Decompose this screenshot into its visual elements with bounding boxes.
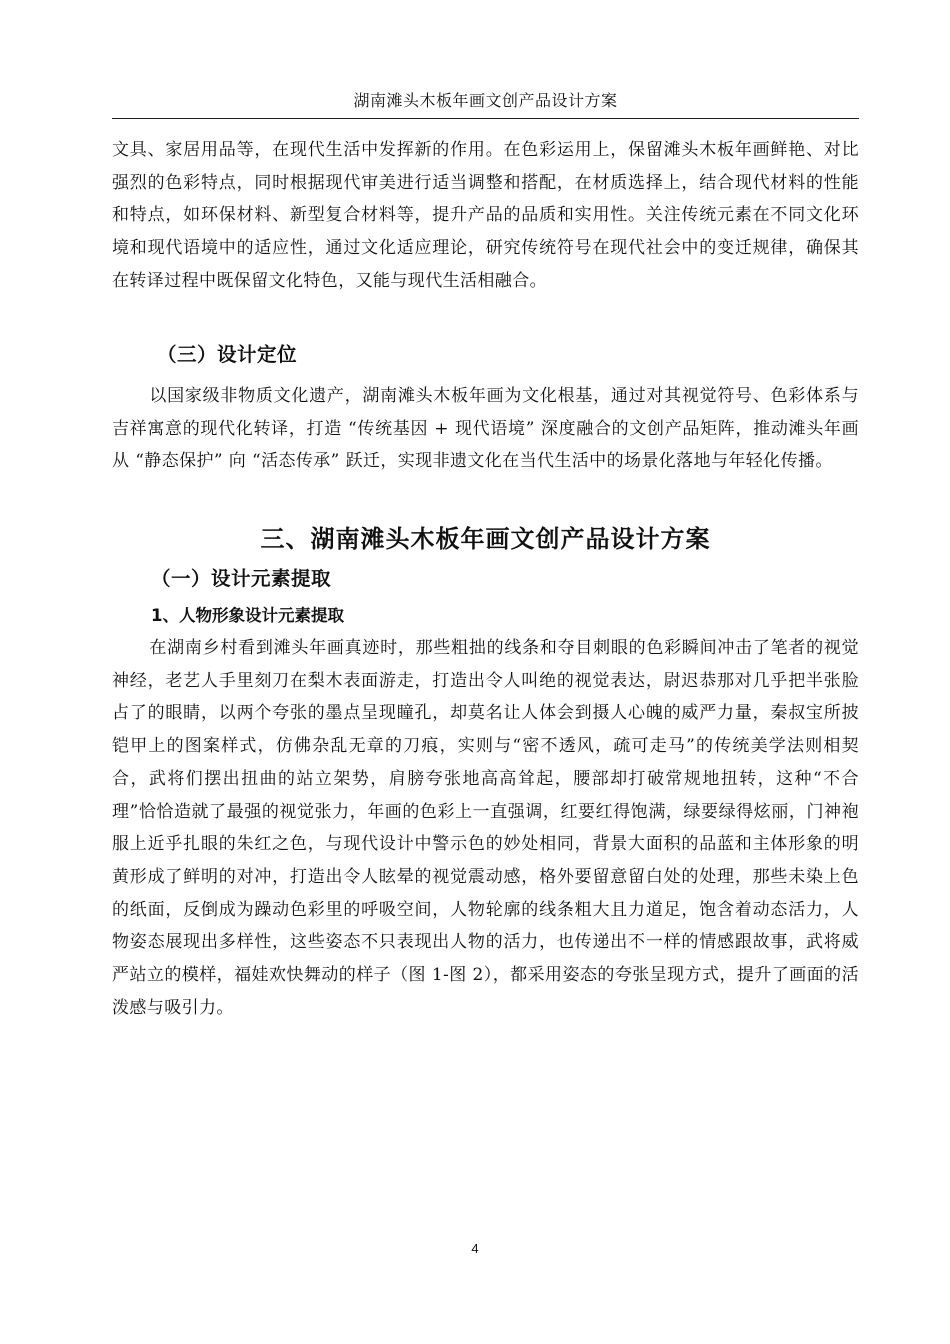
design-positioning-paragraph: 以国家级非物质文化遗产，湖南滩头木板年画为文化根基，通过对其视觉符号、色彩体系与吉祥寓意的现代化转译，打造 “传统基因 + 现代语境” 深度融合的文创产品矩阵，推动滩头年画从 “静态保护” 向 “活态传承” 跃迁，实现非遗文化在当代生活中的场景化落地与年轻化传播。 [112,386,859,472]
running-header: 湖南滩头木板年画文创产品设计方案 [353,91,618,110]
header-rule [112,118,859,119]
character-design-paragraph: 在湖南乡村看到滩头年画真迹时，那些粗拙的线条和夺目刺眼的色彩瞬间冲击了笔者的视觉神经，老艺人手里刻刀在梨木表面游走，打造出令人叫绝的视觉表达，尉迟恭那对几乎把半张脸占了的眼睛，以两个夸张的墨点呈现瞳孔，却莫名让人体会到摄人心魄的威严力量，秦叔宝所披铠甲上的图案样式，仿佛杂乱无章的刀痕，实则与“密不透风，疏可走马”的传统美学法则相契合，武将们摆出扭曲的站立架势，肩膀夸张地高高耸起，腰部却打破常规地扭转，这种“不合理”恰恰造就了最强的视觉张力，年画的色彩上一直强调，红要红得饱满，绿要绿得炫丽，门神袍服上近乎扎眼的朱红之色，与现代设计中警示色的妙处相同，背景大面积的品蓝和主体形象的明黄形成了鲜明的对冲，打造出令人眩晕的视觉震动感，格外要留意留白处的处理，那些未染上色的纸面，反倒成为躁动色彩里的呼吸空间，人物轮廓的线条粗大且力道足，饱含着动态活力，人物姿态展现出多样性，这些姿态不只表现出人物的活力，也传递出不一样的情感跟故事，武将威严站立的模样，福娃欢快舞动的样子（图 1-图 2），都采用姿态的夸张呈现方式，提升了画面的活泼感与吸引力。 [112,638,859,1018]
page-number: 4 [471,1241,479,1256]
section-heading-design-positioning: （三）设计定位 [157,343,298,366]
chapter-heading: 三、湖南滩头木板年画文创产品设计方案 [260,525,711,553]
item-heading-character-design: 1、人物形象设计元素提取 [151,606,344,625]
section-heading-element-extraction: （一）设计元素提取 [151,567,332,590]
continuation-paragraph: 文具、家居用品等，在现代生活中发挥新的作用。在色彩运用上，保留滩头木板年画鲜艳、对比强烈的色彩特点，同时根据现代审美进行适当调整和搭配，在材质选择上，结合现代材料的性能和特点，如环保材料、新型复合材料等，提升产品的品质和实用性。关注传统元素在不同文化环境和现代语境中的适应性，通过文化适应理论，研究传统符号在现代社会中的变迁规律，确保其在转译过程中既保留文化特色，又能与现代生活相融合。 [112,140,859,291]
